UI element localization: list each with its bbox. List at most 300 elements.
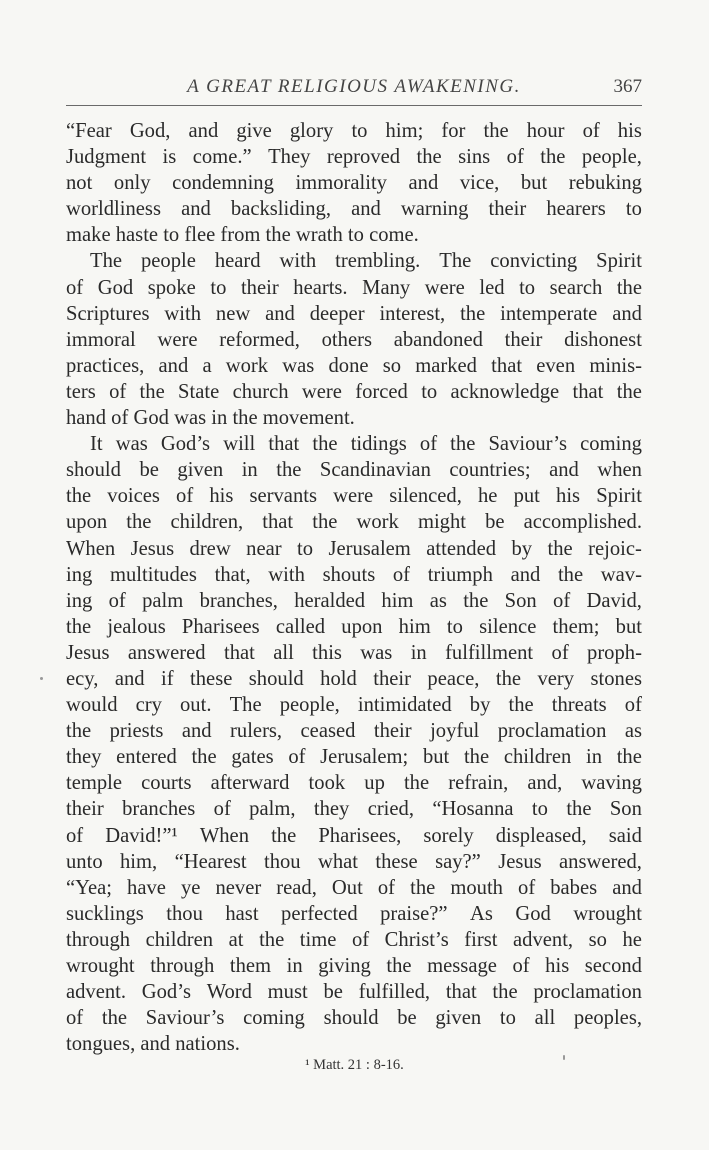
word: must bbox=[267, 981, 308, 1004]
word: immoral bbox=[66, 328, 136, 351]
ink-speck bbox=[40, 677, 43, 680]
word: should bbox=[248, 667, 304, 690]
word: give bbox=[236, 120, 272, 142]
word: advent, bbox=[513, 928, 574, 951]
word: ye bbox=[180, 876, 201, 899]
word: giving bbox=[318, 955, 371, 977]
word: their bbox=[373, 667, 411, 690]
word: When bbox=[199, 824, 249, 847]
word: Jerusalem bbox=[328, 537, 411, 560]
text-line bbox=[66, 1005, 642, 1031]
word: and bbox=[158, 354, 189, 377]
word: afterward bbox=[210, 772, 290, 795]
word: multitudes bbox=[109, 563, 197, 586]
word: the bbox=[616, 276, 642, 299]
word: When bbox=[66, 537, 116, 560]
word: babes bbox=[550, 876, 598, 899]
word: ceased bbox=[300, 720, 356, 743]
word: they bbox=[313, 798, 350, 821]
word: refrain, bbox=[448, 772, 509, 795]
word: silenced, bbox=[389, 485, 462, 508]
word: The bbox=[439, 250, 472, 273]
word: abandoned bbox=[393, 328, 483, 351]
page-number: 367 bbox=[613, 76, 642, 97]
word: Scriptures bbox=[66, 302, 150, 325]
word: their bbox=[488, 198, 527, 221]
word: the bbox=[271, 824, 297, 847]
word: their bbox=[504, 328, 543, 351]
word: Out bbox=[331, 876, 363, 899]
word: convicting bbox=[490, 250, 578, 273]
word: to bbox=[625, 198, 642, 221]
word: never bbox=[215, 876, 262, 899]
word: were bbox=[157, 328, 198, 351]
text-line bbox=[66, 562, 642, 588]
word: practices, bbox=[66, 354, 145, 377]
word: backsliding, bbox=[230, 198, 331, 221]
word: children bbox=[503, 746, 572, 769]
word: hearts. bbox=[293, 276, 348, 299]
word: shouts bbox=[322, 563, 376, 586]
word: so bbox=[382, 354, 402, 377]
text-line bbox=[66, 744, 642, 770]
word: done bbox=[328, 354, 369, 377]
word: peace, bbox=[427, 667, 480, 690]
word: if bbox=[161, 667, 174, 690]
word: will bbox=[223, 433, 256, 456]
word: is bbox=[162, 146, 177, 169]
text-line bbox=[66, 823, 642, 849]
text-line bbox=[66, 196, 642, 222]
word: to bbox=[351, 120, 368, 142]
word: were bbox=[301, 380, 342, 403]
text-line bbox=[66, 536, 642, 562]
word: a bbox=[202, 354, 212, 377]
word: Jesus bbox=[66, 641, 110, 664]
word: sorely bbox=[423, 824, 474, 847]
word: and bbox=[549, 459, 579, 482]
word: and bbox=[181, 198, 211, 221]
word: of bbox=[551, 641, 569, 664]
word: of bbox=[176, 485, 194, 508]
text-line bbox=[66, 509, 642, 535]
word: led bbox=[479, 276, 505, 299]
word: children, bbox=[170, 511, 244, 534]
word: took bbox=[308, 772, 346, 795]
word: dishonest bbox=[564, 328, 642, 351]
word: that bbox=[491, 354, 523, 377]
word: interest, bbox=[379, 302, 446, 325]
word: with bbox=[268, 563, 305, 586]
word: message bbox=[427, 955, 497, 977]
word: Spirit bbox=[596, 485, 642, 508]
word: reformed, bbox=[219, 328, 300, 351]
word: but bbox=[520, 172, 548, 195]
word: all bbox=[534, 1007, 556, 1030]
word: heard bbox=[214, 250, 261, 273]
word: Son bbox=[504, 589, 537, 612]
text-line bbox=[66, 849, 642, 875]
word: them; bbox=[552, 615, 600, 638]
word: coming bbox=[243, 1007, 305, 1030]
word: thou bbox=[166, 902, 203, 925]
word: State bbox=[178, 380, 220, 403]
word: should bbox=[323, 1007, 379, 1030]
word: be bbox=[139, 459, 159, 482]
word: and bbox=[510, 563, 541, 586]
word: intemperate bbox=[500, 302, 598, 325]
word: in bbox=[286, 955, 303, 977]
word: was bbox=[282, 354, 315, 377]
word: wrought bbox=[573, 902, 642, 925]
word: acknowledge bbox=[450, 380, 560, 403]
word: Scandinavian bbox=[319, 459, 431, 482]
text-line bbox=[66, 248, 642, 274]
word: tidings bbox=[350, 433, 407, 456]
text-line bbox=[66, 927, 642, 953]
word: courts bbox=[141, 772, 192, 795]
word: Jerusalem; bbox=[320, 746, 409, 769]
word: these bbox=[375, 850, 418, 873]
word: of bbox=[351, 928, 370, 951]
word: the bbox=[66, 615, 92, 638]
word: put bbox=[513, 485, 540, 508]
word: the bbox=[463, 589, 489, 612]
word: forced bbox=[355, 380, 408, 403]
word: when bbox=[597, 459, 642, 482]
word: the bbox=[312, 433, 338, 456]
word: Word bbox=[206, 981, 252, 1004]
word: the bbox=[557, 563, 584, 586]
word: ters bbox=[66, 380, 96, 403]
word: in bbox=[241, 459, 258, 482]
word: The bbox=[90, 250, 123, 273]
word: the bbox=[492, 981, 518, 1004]
word: minis- bbox=[589, 354, 642, 377]
word: priests bbox=[109, 720, 164, 743]
word: he bbox=[478, 485, 498, 508]
text-line bbox=[66, 118, 642, 144]
word: unto bbox=[66, 850, 103, 873]
word: the bbox=[66, 485, 92, 508]
word: waving bbox=[581, 772, 642, 795]
word: coming bbox=[580, 433, 642, 456]
word: silence bbox=[479, 615, 537, 638]
word: and bbox=[408, 172, 439, 195]
word: heralded bbox=[294, 589, 366, 612]
word: the bbox=[386, 955, 412, 977]
word: with bbox=[279, 250, 317, 273]
word: worldliness bbox=[66, 198, 161, 221]
word: condemning bbox=[172, 172, 274, 195]
word: of bbox=[506, 146, 524, 169]
word: of bbox=[213, 798, 231, 821]
text-line: hand of God was in the movement. bbox=[66, 407, 355, 430]
word: answered bbox=[127, 641, 206, 664]
word: sucklings bbox=[66, 902, 144, 925]
word: upon bbox=[341, 615, 383, 638]
word: that bbox=[262, 511, 294, 534]
word: and bbox=[188, 120, 219, 142]
word: as bbox=[429, 589, 447, 612]
word: for bbox=[441, 120, 466, 142]
word: the bbox=[616, 746, 642, 769]
word: displeased, bbox=[495, 824, 587, 847]
word: servants bbox=[249, 485, 317, 508]
word: jealous bbox=[107, 615, 166, 638]
word: up bbox=[364, 772, 385, 795]
word: vice, bbox=[459, 172, 500, 195]
word: God bbox=[515, 902, 551, 925]
word: peoples, bbox=[573, 1007, 642, 1030]
word: rebuking bbox=[568, 172, 642, 195]
word: triumph bbox=[427, 563, 493, 586]
text-line bbox=[66, 796, 642, 822]
word: him bbox=[398, 615, 431, 638]
word: proclamation bbox=[497, 720, 607, 743]
word: first bbox=[464, 928, 498, 951]
word: said bbox=[608, 824, 642, 847]
word: children bbox=[145, 928, 214, 951]
word: of bbox=[66, 276, 84, 299]
word: of bbox=[108, 589, 126, 612]
word: very bbox=[537, 667, 575, 690]
word: this bbox=[312, 641, 342, 664]
word: It bbox=[90, 433, 103, 456]
text-line bbox=[66, 640, 642, 666]
word: the bbox=[547, 537, 573, 560]
word: his bbox=[209, 485, 234, 508]
header-rule bbox=[66, 105, 642, 106]
word: immorality bbox=[295, 172, 387, 195]
word: marked bbox=[415, 354, 477, 377]
word: and, bbox=[527, 772, 563, 795]
word: and bbox=[265, 302, 295, 325]
word: all bbox=[273, 641, 294, 664]
word: wrought bbox=[66, 955, 135, 977]
word: mouth bbox=[450, 876, 503, 899]
word: deeper bbox=[309, 302, 365, 325]
word: were bbox=[424, 276, 465, 299]
word: the bbox=[276, 459, 302, 482]
word: new bbox=[215, 302, 251, 325]
word: thou bbox=[263, 850, 301, 873]
word: the bbox=[403, 772, 430, 795]
word: time bbox=[299, 928, 337, 951]
text-line bbox=[66, 301, 642, 327]
word: God’s bbox=[160, 433, 211, 456]
word: glory bbox=[289, 120, 334, 142]
word: “Fear bbox=[66, 120, 112, 142]
word: what bbox=[317, 850, 358, 873]
word: of bbox=[377, 876, 396, 899]
word: and bbox=[351, 198, 381, 221]
word: entered bbox=[116, 746, 177, 769]
word: out. bbox=[180, 694, 212, 717]
word: work bbox=[225, 354, 269, 377]
word: trembling. bbox=[335, 250, 421, 273]
word: “Hearest bbox=[174, 850, 247, 873]
word: upon bbox=[66, 511, 108, 534]
word: rulers, bbox=[230, 720, 283, 743]
word: to bbox=[421, 380, 438, 403]
word: say?” bbox=[435, 850, 481, 873]
word: through bbox=[150, 955, 215, 977]
word: search bbox=[549, 276, 603, 299]
word: Pharisees, bbox=[318, 824, 402, 847]
word: reproved bbox=[326, 146, 401, 169]
word: read, bbox=[276, 876, 317, 899]
word: of bbox=[288, 746, 306, 769]
word: advent. bbox=[66, 981, 127, 1004]
word: ecy, bbox=[66, 667, 99, 690]
word: Spirit bbox=[596, 250, 642, 273]
text-line bbox=[66, 692, 642, 718]
word: threats bbox=[551, 694, 607, 717]
word: the bbox=[483, 120, 509, 142]
text-line bbox=[66, 718, 642, 744]
running-head bbox=[66, 76, 642, 102]
word: but bbox=[615, 615, 642, 638]
word: ing bbox=[66, 563, 93, 586]
word: and bbox=[612, 876, 642, 899]
text-line: tongues, and nations. bbox=[66, 1033, 240, 1056]
word: Son bbox=[609, 798, 642, 821]
word: As bbox=[470, 902, 493, 925]
word: their bbox=[240, 276, 279, 299]
word: warning bbox=[400, 198, 469, 221]
word: temple bbox=[66, 772, 123, 795]
word: of bbox=[66, 1007, 84, 1030]
word: even bbox=[536, 354, 576, 377]
word: God’s bbox=[141, 981, 191, 1004]
word: be bbox=[485, 511, 505, 534]
word: the bbox=[463, 746, 490, 769]
word: gates bbox=[231, 746, 274, 769]
word: through bbox=[66, 928, 131, 951]
word: ing bbox=[66, 589, 93, 612]
word: to bbox=[210, 276, 227, 299]
word: voices bbox=[107, 485, 160, 508]
word: Jesus bbox=[130, 537, 175, 560]
word: the bbox=[66, 720, 92, 743]
word: by bbox=[469, 694, 491, 717]
word: God, bbox=[129, 120, 171, 142]
word: the bbox=[416, 146, 442, 169]
word: was bbox=[360, 641, 393, 664]
word: intimidated bbox=[357, 694, 452, 717]
footnote: ¹ Matt. 21 : 8-16. bbox=[305, 1057, 404, 1073]
word: sins bbox=[458, 146, 491, 169]
word: The bbox=[229, 694, 262, 717]
word: him bbox=[381, 589, 414, 612]
word: Christ’s bbox=[384, 928, 449, 951]
word: were bbox=[333, 485, 374, 508]
word: proph- bbox=[587, 641, 642, 664]
word: the bbox=[508, 694, 534, 717]
text-line bbox=[66, 431, 642, 457]
word: have bbox=[127, 876, 166, 899]
word: rejoic- bbox=[588, 537, 642, 560]
word: but bbox=[422, 746, 450, 769]
text-line bbox=[66, 588, 642, 614]
word: might bbox=[417, 511, 466, 534]
word: David, bbox=[586, 589, 642, 612]
word: countries; bbox=[449, 459, 531, 482]
word: called bbox=[275, 615, 326, 638]
text-line bbox=[66, 353, 642, 379]
word: praise?” bbox=[380, 902, 448, 925]
word: the bbox=[191, 746, 217, 769]
running-title: A GREAT RELIGIOUS AWAKENING. bbox=[187, 76, 521, 97]
word: proclamation bbox=[533, 981, 642, 1004]
word: him, bbox=[120, 850, 158, 873]
word: accomplished. bbox=[523, 511, 642, 534]
word: Judgment bbox=[66, 146, 147, 169]
text-line bbox=[66, 170, 642, 196]
word: of bbox=[109, 380, 127, 403]
word: the bbox=[410, 876, 436, 899]
word: so bbox=[588, 928, 607, 951]
word: to bbox=[519, 276, 536, 299]
word: David!”¹ bbox=[105, 824, 178, 847]
word: his bbox=[545, 955, 570, 977]
text-line bbox=[66, 483, 642, 509]
ink-speck bbox=[563, 1055, 565, 1060]
word: palm bbox=[142, 589, 184, 612]
word: and bbox=[612, 302, 642, 325]
text-line: make haste to flee from the wrath to come. bbox=[66, 224, 419, 247]
word: “Yea; bbox=[66, 876, 112, 899]
word: to bbox=[297, 537, 314, 560]
text-line bbox=[66, 144, 642, 170]
text-line bbox=[66, 614, 642, 640]
word: God bbox=[97, 276, 134, 299]
word: attended bbox=[426, 537, 497, 560]
word: the bbox=[566, 798, 592, 821]
word: the bbox=[616, 380, 642, 403]
body-text bbox=[66, 118, 642, 1057]
word: church bbox=[232, 380, 289, 403]
word: of bbox=[66, 824, 84, 847]
word: drew bbox=[189, 537, 231, 560]
text-line bbox=[66, 901, 642, 927]
word: cry bbox=[135, 694, 162, 717]
word: the bbox=[540, 146, 566, 169]
word: given bbox=[435, 1007, 482, 1030]
word: that bbox=[572, 380, 604, 403]
word: the bbox=[101, 1007, 128, 1030]
word: would bbox=[66, 694, 118, 717]
word: not bbox=[66, 172, 93, 195]
word: be bbox=[323, 981, 343, 1004]
word: near bbox=[246, 537, 282, 560]
word: hour bbox=[526, 120, 565, 142]
word: and bbox=[181, 720, 212, 743]
word: “Hosanna bbox=[432, 798, 514, 821]
word: as bbox=[624, 720, 642, 743]
word: Saviour’s bbox=[145, 1007, 225, 1030]
word: they bbox=[66, 746, 102, 769]
word: hearers bbox=[546, 198, 606, 221]
word: work bbox=[356, 511, 399, 534]
word: second bbox=[584, 955, 642, 977]
word: his bbox=[556, 485, 581, 508]
word: the bbox=[495, 667, 522, 690]
word: branches bbox=[122, 798, 196, 821]
word: the bbox=[139, 380, 165, 403]
text-line bbox=[66, 379, 642, 405]
